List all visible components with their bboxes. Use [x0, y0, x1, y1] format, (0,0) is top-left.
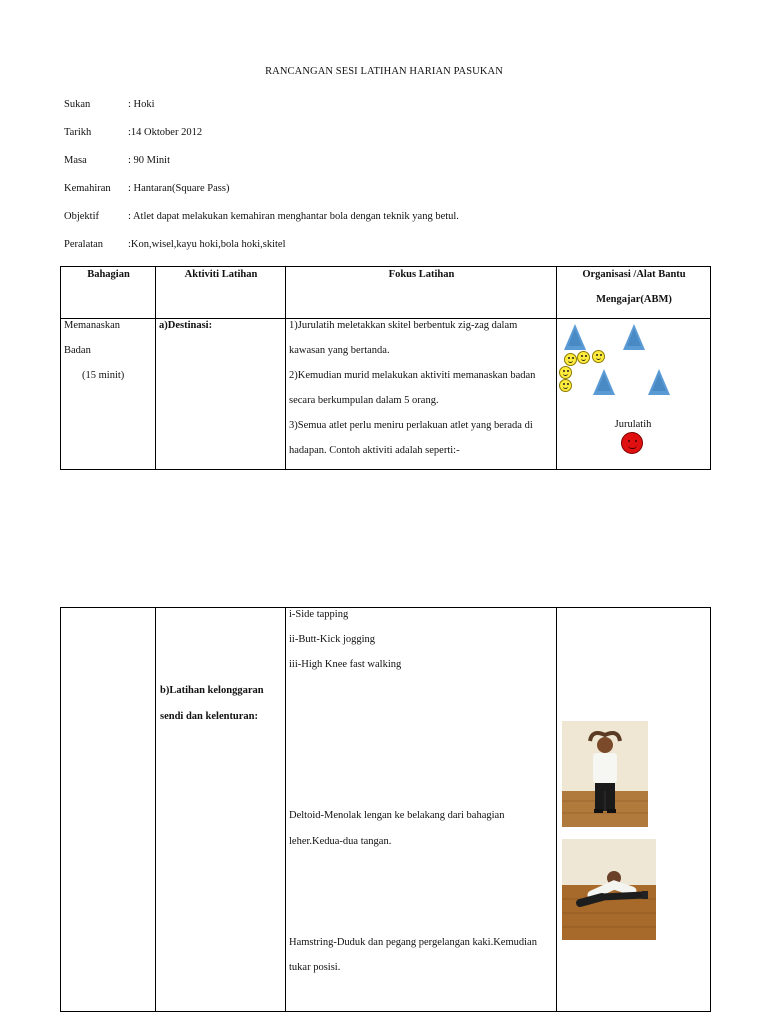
meta-label: Peralatan	[64, 239, 104, 250]
header-fokus	[286, 267, 557, 319]
stretch-description: leher.Kedua-dua tangan.	[289, 836, 392, 847]
stretch-description: tukar posisi.	[289, 962, 341, 973]
cell-bahagian-continued	[61, 608, 156, 1012]
smiley-face-icon	[577, 351, 590, 364]
cone-icon	[593, 369, 615, 395]
deltoid-stretch-photo	[562, 721, 648, 827]
cell-fokus	[286, 319, 557, 470]
header-label: Mengajar(ABM)	[596, 294, 672, 305]
meta-label: Masa	[64, 155, 87, 166]
bahagian-text: Badan	[64, 345, 91, 356]
meta-value: :14 Oktober 2012	[128, 127, 203, 138]
smiley-face-icon	[559, 366, 572, 379]
meta-label: Kemahiran	[64, 183, 111, 194]
header-label: Organisasi /Alat Bantu	[582, 269, 686, 280]
cone-icon	[623, 324, 645, 350]
fokus-text: 3)Semua atlet perlu meniru perlakuan atlet yang berada di	[289, 420, 533, 431]
meta-value: : Atlet dapat melakukan kemahiran menghantar bola dengan teknik yang betul.	[128, 211, 459, 222]
coach-label: Jurulatih	[614, 419, 652, 430]
bahagian-duration: (15 minit)	[82, 370, 125, 381]
aktiviti-text: a)Destinasi:	[159, 320, 213, 331]
bahagian-text: Memanaskan	[64, 320, 120, 331]
stretch-description: Deltoid-Menolak lengan ke belakang dari bahagian	[289, 810, 505, 821]
fokus-text: 2)Kemudian murid melakukan aktiviti memanaskan badan	[289, 370, 536, 381]
session-table-1	[60, 266, 711, 470]
cell-aktiviti	[156, 319, 286, 470]
meta-label: Sukan	[64, 99, 91, 110]
aktiviti-text: b)Latihan kelonggaran	[160, 685, 264, 696]
aktiviti-text: sendi dan kelenturan:	[160, 711, 259, 722]
meta-value: : 90 Minit	[128, 155, 171, 166]
smiley-face-icon	[564, 353, 577, 366]
cell-bahagian	[61, 319, 156, 470]
cell-organisasi	[557, 319, 711, 470]
smiley-face-icon	[559, 379, 572, 392]
cell-fokus	[286, 608, 557, 1012]
header-bahagian	[61, 267, 156, 319]
meta-value: : Hoki	[128, 99, 155, 110]
warmup-item: iii-High Knee fast walking	[289, 659, 402, 670]
session-table-2	[60, 607, 711, 1012]
meta-value: : Hantaran(Square Pass)	[128, 183, 230, 194]
smiley-face-icon	[592, 350, 605, 363]
header-label: Bahagian	[87, 269, 130, 280]
header-organisasi	[557, 267, 711, 319]
warmup-item: i-Side tapping	[289, 609, 349, 620]
cell-organisasi	[557, 608, 711, 1012]
stretch-description: Hamstring-Duduk dan pegang pergelangan kaki.Kemudian	[289, 937, 537, 948]
meta-label: Tarikh	[64, 127, 92, 138]
cell-aktiviti	[156, 608, 286, 1012]
fokus-text: 1)Jurulatih meletakkan skitel berbentuk zig-zag dalam	[289, 320, 518, 331]
header-label: Aktiviti Latihan	[184, 269, 258, 280]
red-face-icon	[621, 432, 643, 454]
cone-icon	[648, 369, 670, 395]
document-title: RANCANGAN SESI LATIHAN HARIAN PASUKAN	[265, 66, 503, 77]
hamstring-stretch-photo	[562, 839, 656, 940]
meta-value: :Kon,wisel,kayu hoki,bola hoki,skitel	[128, 239, 286, 250]
header-aktiviti	[156, 267, 286, 319]
fokus-text: kawasan yang bertanda.	[289, 345, 390, 356]
fokus-text: secara berkumpulan dalam 5 orang.	[289, 395, 439, 406]
cone-icon	[564, 324, 586, 350]
header-label: Fokus Latihan	[388, 269, 455, 280]
fokus-text: hadapan. Contoh aktiviti adalah seperti:-	[289, 445, 460, 456]
meta-label: Objektif	[64, 211, 99, 222]
warmup-item: ii-Butt-Kick jogging	[289, 634, 376, 645]
